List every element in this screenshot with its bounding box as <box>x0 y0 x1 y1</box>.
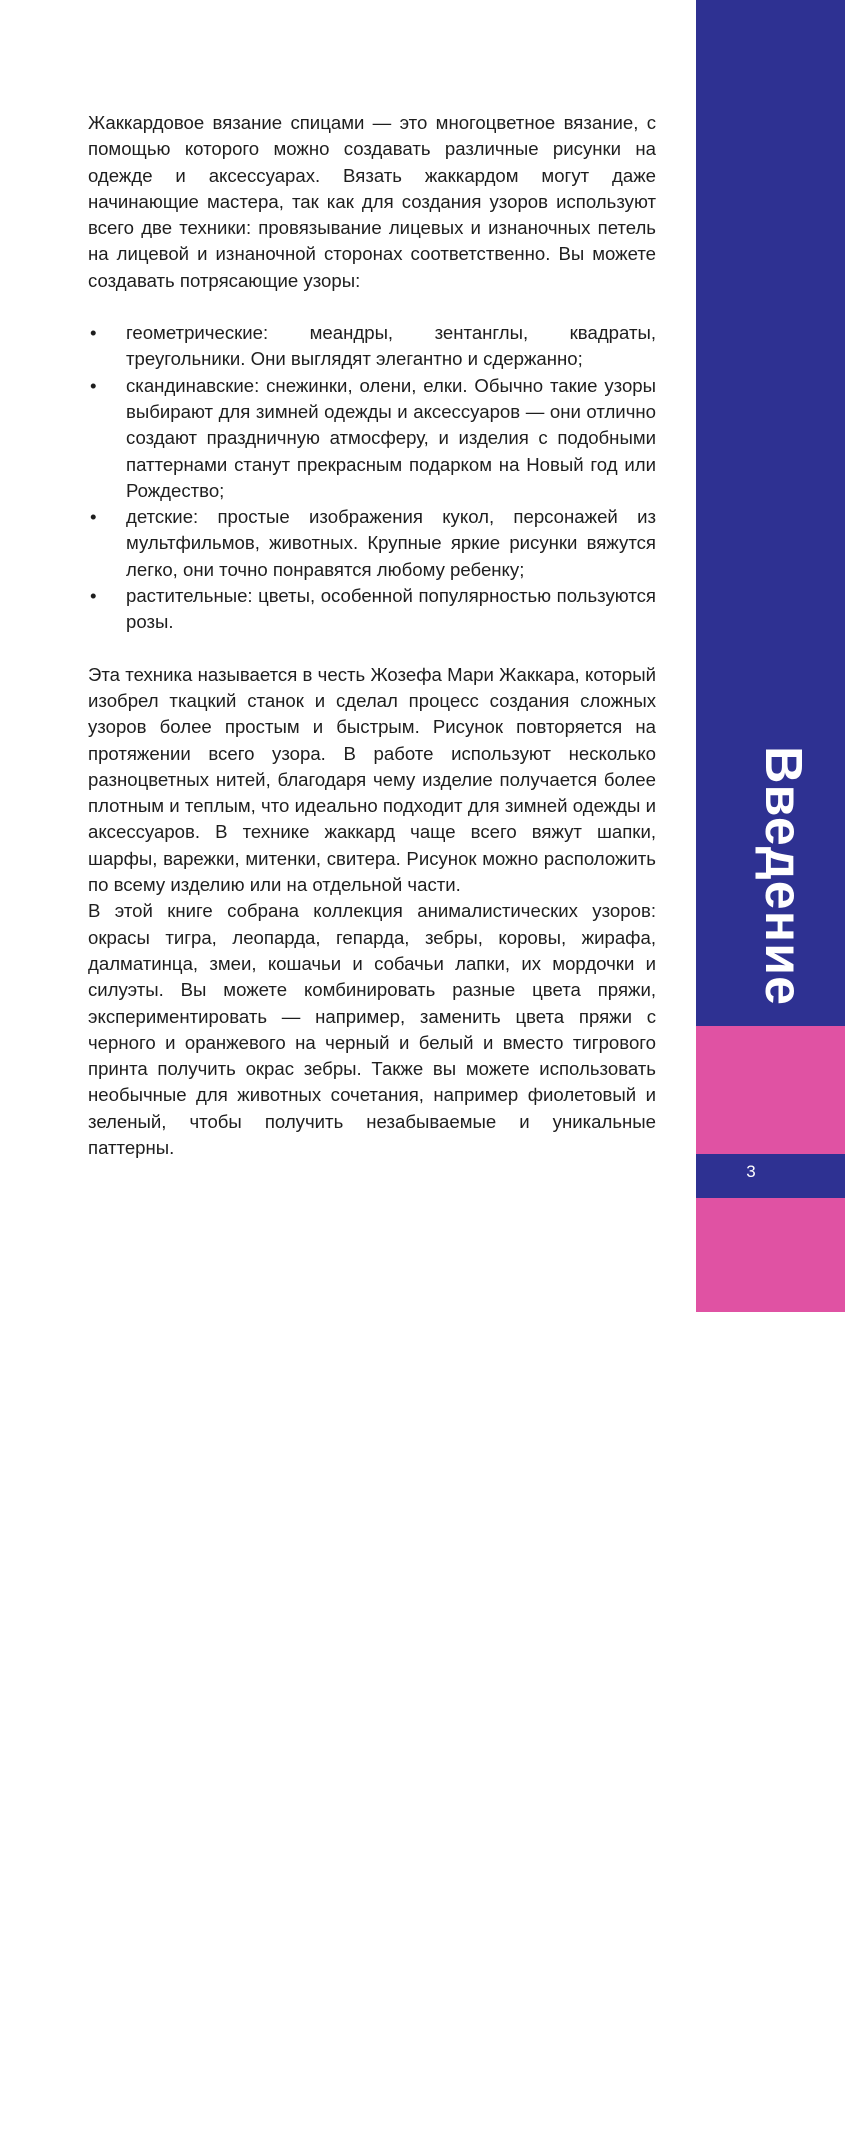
section-title: Введение <box>754 746 813 1006</box>
main-text <box>88 110 656 1161</box>
icon-panel <box>696 1026 845 1154</box>
chapter-sidebar <box>696 0 845 1312</box>
intro-paragraph: Жаккардовое вязание спицами — это многоцветное вязание, с помощью которого можно создавать различные рисунки на одежде и аксессуарах. Вязать жаккардом могут даже начинающие мастера, так как для создания узоров используют всего две техники: провязывание лицевых и изнаночных петель на лицевой и изнаночной сторонах соответственно. Вы можете создавать потрясающие узоры: <box>88 112 656 291</box>
history-paragraph: Эта техника называется в честь Жозефа Мари Жаккара, который изобрел ткацкий станок и сделал процесс создания сложных узоров более простым и быстрым. Рисунок повторяется на протяжении всего узора. В работе используют несколько разноцветных нитей, благодаря чему изделие получается более плотным и теплым, что идеально подходит для зимней одежды и аксессуаров. В технике жаккард чаще всего вяжут шапки, шарфы, варежки, митенки, свитера. Рисунок можно расположить по всему изделию или на отдельной части. <box>88 663 656 896</box>
bullet-marker: • <box>90 585 97 607</box>
list-item <box>88 373 656 504</box>
list-item <box>88 320 656 373</box>
page-number: 3 <box>746 1162 756 1181</box>
accent-block <box>696 1198 845 1312</box>
list-item-text: детские: простые изображения кукол, персонажей из мультфильмов, животных. Крупные яркие рисунки вяжутся легко, они точно понравятся любому ребенку; <box>126 506 656 580</box>
bullet-marker: • <box>90 322 97 344</box>
yarn-ball-needles-icon <box>716 2066 772 2146</box>
list-item-text: скандинавские: снежинки, олени, елки. Обычно такие узоры выбирают для зимней одежды и аксессуаров — они отлично создают праздничную атмосферу, и изделия с подобными паттернами станут прекрасным подарком на Новый год или Рождество; <box>126 374 656 501</box>
list-item-text: растительные: цветы, особенной популярностью пользуются розы. <box>126 585 656 633</box>
pattern-types-list <box>88 320 656 636</box>
list-item <box>88 583 656 636</box>
list-item-text: геометрические: меандры, зентанглы, квадраты, треугольники. Они выглядят элегантно и сдержанно; <box>126 322 656 370</box>
bullet-marker: • <box>90 506 97 528</box>
list-item <box>88 504 656 583</box>
bullet-marker: • <box>90 374 97 396</box>
section-title-box <box>708 746 845 1006</box>
collection-paragraph: В этой книге собрана коллекция анималистических узоров: окрасы тигра, леопарда, гепарда, зебры, коровы, жирафа, далматинца, змеи, кошачьи и собачьи лапки, их мордочки и силуэты. Вы можете комбинировать разные цвета пряжи, экспериментировать — например, заменить цвета пряжи с черного и оранжевого на черный и белый и вместо тигрового принта получить окрас зебры. Также вы можете использовать необычные для животных сочетания, например фиолетовый и зеленый, чтобы получить незабываемые и уникальные паттерны. <box>88 900 656 1158</box>
